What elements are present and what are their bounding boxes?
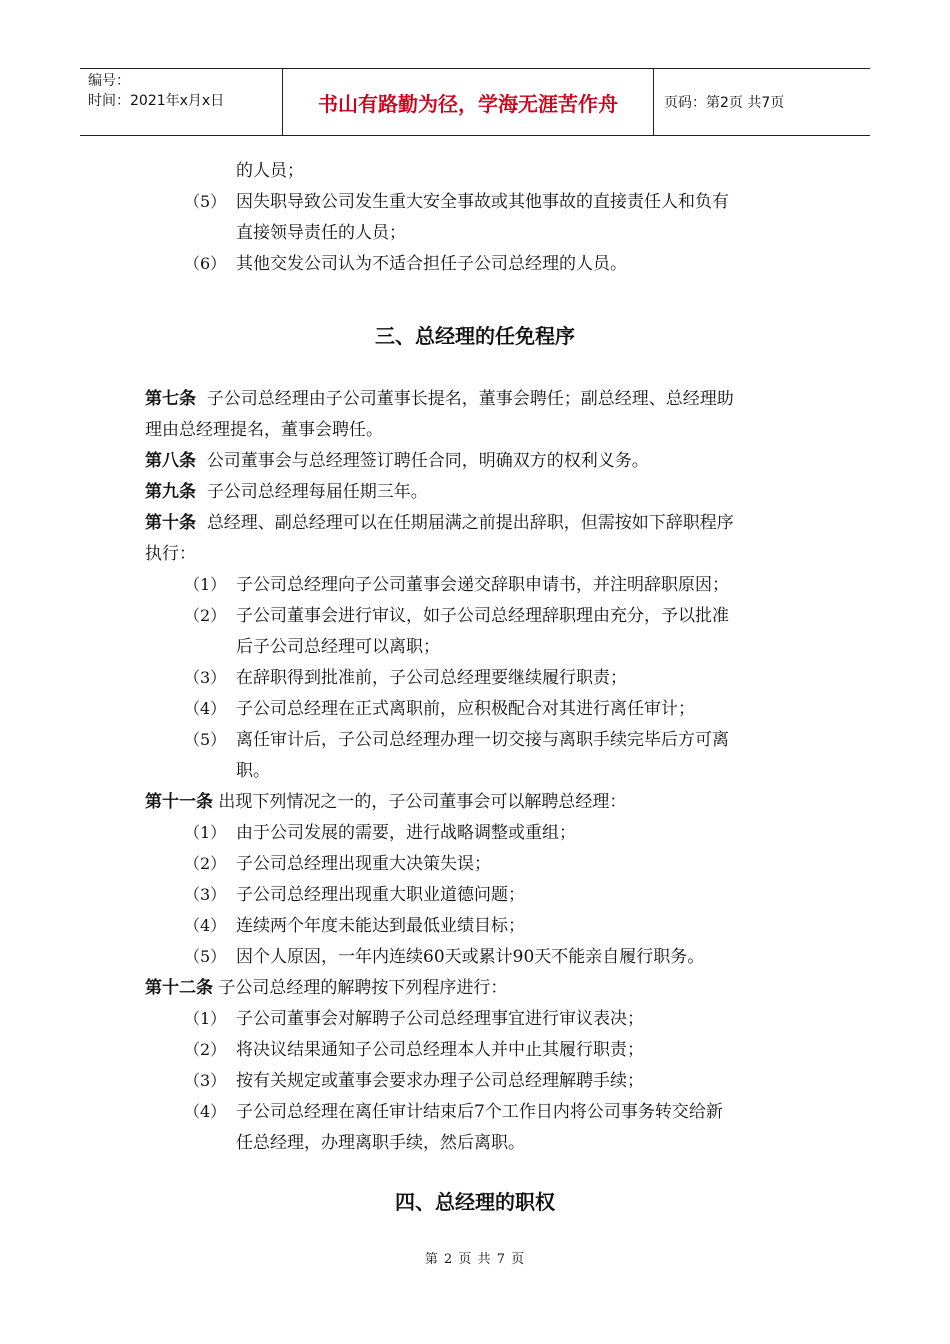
list-item-text: 后子公司总经理可以离职； — [236, 637, 440, 657]
article-label: 第七条 — [145, 389, 196, 409]
list-item-text: 子公司总经理出现重大决策失误； — [236, 854, 491, 874]
article-paragraph — [145, 481, 428, 503]
list-item-number: （3） — [184, 1071, 227, 1090]
article-paragraph — [145, 450, 649, 472]
list-item-number: （1） — [184, 1009, 227, 1028]
header-page-info: 页码：第2页 共7页 — [664, 95, 785, 111]
list-item-text: 因个人原因，一年内连续60天或累计90天不能亲自履行职务。 — [236, 947, 705, 967]
list-item-text: 其他交发公司认为不适合担任子公司总经理的人员。 — [236, 254, 627, 274]
article-paragraph — [145, 977, 507, 999]
article-label: 第十二条 — [145, 978, 213, 998]
article-text: 总经理、副总经理可以在任期届满之前提出辞职，但需按如下辞职程序 — [206, 513, 734, 533]
article-label: 第十一条 — [145, 792, 213, 812]
list-item-number: （3） — [184, 885, 227, 904]
list-item-text: 子公司董事会对解聘子公司总经理事宜进行审议表决； — [236, 1009, 644, 1029]
page-header — [80, 68, 870, 136]
article-paragraph — [145, 791, 626, 813]
document-number-label: 编号： — [88, 73, 130, 89]
article-text: 子公司总经理由子公司董事长提名，董事会聘任；副总经理、总经理助 — [206, 389, 734, 409]
list-item-text: 离任审计后，子公司总经理办理一切交接与离职手续完毕后方可离 — [236, 730, 729, 750]
document-date: 时间：2021年x月x日 — [88, 93, 225, 109]
list-item-text: 按有关规定或董事会要求办理子公司总经理解聘手续； — [236, 1071, 644, 1091]
article-text: 公司董事会与总经理签订聘任合同，明确双方的权利义务。 — [206, 451, 649, 471]
article-text: 子公司总经理的解聘按下列程序进行： — [218, 978, 508, 998]
list-item-number: （1） — [184, 575, 227, 594]
list-item-text: 连续两个年度未能达到最低业绩目标； — [236, 916, 525, 936]
article-label: 第八条 — [145, 451, 196, 471]
list-item-number: （5） — [184, 730, 227, 749]
article-text-continued: 理由总经理提名，董事会聘任。 — [145, 420, 383, 440]
list-item-text: 的人员； — [236, 161, 304, 181]
list-item-number: （4） — [184, 1102, 227, 1121]
article-label: 第十条 — [145, 513, 196, 533]
list-item-text: 子公司总经理在正式离职前，应积极配合对其进行离任审计； — [236, 699, 695, 719]
list-item-number: （5） — [184, 192, 227, 211]
article-paragraph — [145, 512, 734, 534]
list-item-text: 由于公司发展的需要，进行战略调整或重组； — [236, 823, 576, 843]
list-item-number: （2） — [184, 606, 227, 625]
list-item-text: 子公司总经理出现重大职业道德问题； — [236, 885, 525, 905]
list-item-text: 直接领导责任的人员； — [236, 223, 406, 243]
article-label: 第九条 — [145, 482, 196, 502]
list-item-number: （5） — [184, 947, 227, 966]
list-item-number: （2） — [184, 854, 227, 873]
list-item-text: 子公司总经理在离任审计结束后7个工作日内将公司事务转交给新 — [236, 1102, 723, 1122]
list-item-number: （1） — [184, 823, 227, 842]
list-item-text: 在辞职得到批准前，子公司总经理要继续履行职责； — [236, 668, 627, 688]
list-item-text: 子公司董事会进行审议，如子公司总经理辞职理由充分，予以批准 — [236, 606, 729, 626]
list-item-text: 将决议结果通知子公司总经理本人并中止其履行职责； — [236, 1040, 644, 1060]
header-motto: 书山有路勤为径，学海无涯苦作舟 — [282, 69, 654, 135]
list-item-number: （2） — [184, 1040, 227, 1059]
article-text: 子公司总经理每届任期三年。 — [206, 482, 428, 502]
header-meta — [80, 69, 282, 135]
list-item-text: 因失职导致公司发生重大安全事故或其他事故的直接责任人和负有 — [236, 192, 729, 212]
list-item-number: （3） — [184, 668, 227, 687]
section-title: 四、总经理的职权 — [395, 1190, 555, 1214]
list-item-number: （4） — [184, 699, 227, 718]
section-title: 三、总经理的任免程序 — [375, 324, 575, 348]
list-item-text: 职。 — [236, 761, 270, 781]
article-paragraph — [145, 388, 734, 410]
page-footer: 第 2 页 共 7 页 — [424, 1252, 526, 1267]
list-item-number: （6） — [184, 254, 227, 273]
article-text: 出现下列情况之一的，子公司董事会可以解聘总经理： — [218, 792, 627, 812]
list-item-number: （4） — [184, 916, 227, 935]
article-text-continued: 执行： — [145, 544, 196, 564]
list-item-text: 任总经理，办理离职手续，然后离职。 — [236, 1133, 525, 1153]
list-item-text: 子公司总经理向子公司董事会递交辞职申请书，并注明辞职原因； — [236, 575, 729, 595]
